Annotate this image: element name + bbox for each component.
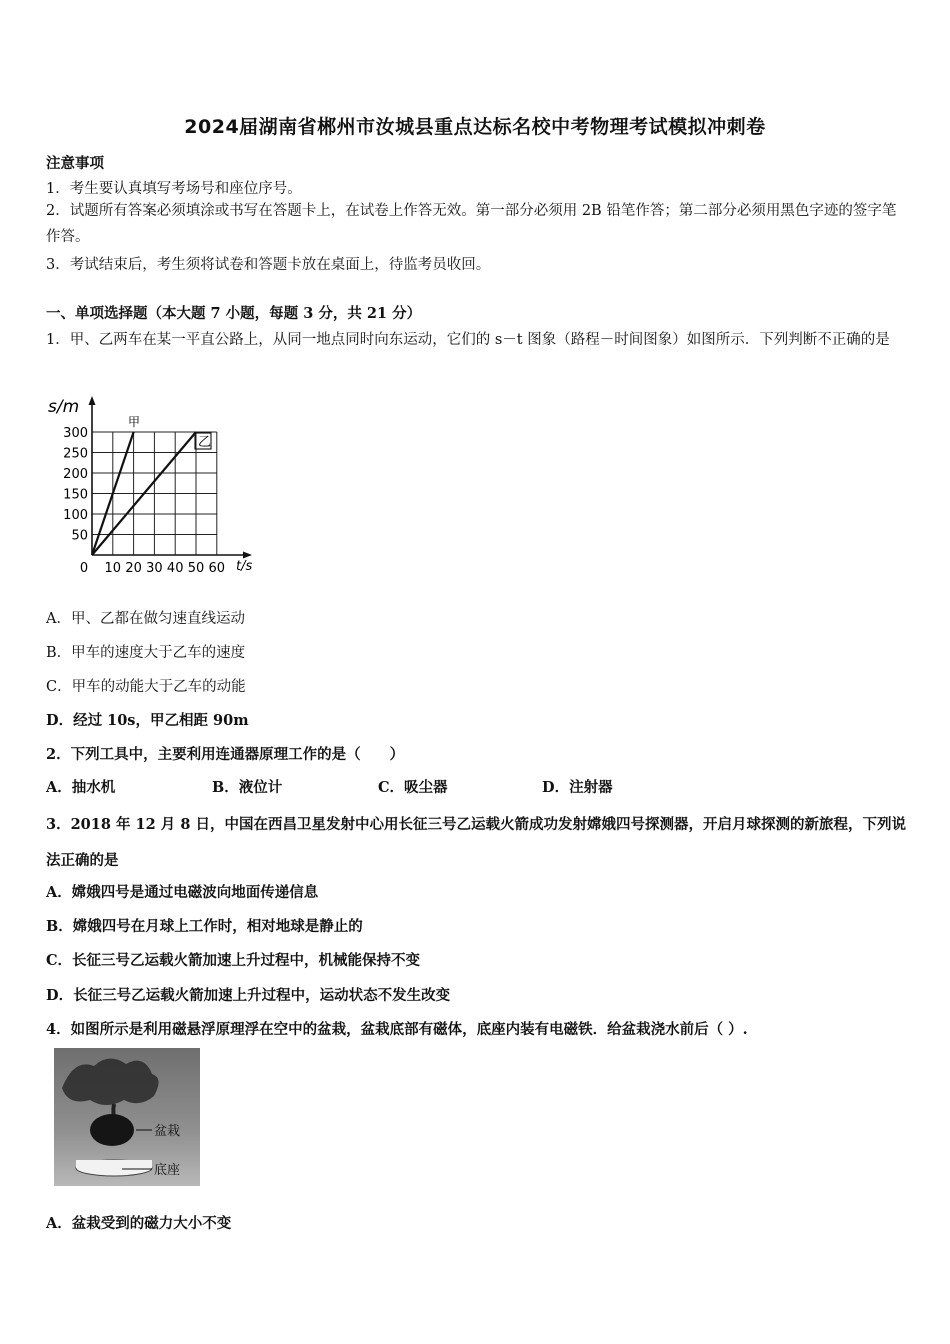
notice-item-3: 3．考试结束后，考生须将试卷和答题卡放在桌面上，待监考员收回。 — [46, 257, 491, 273]
exam-title: 2024届湖南省郴州市汝城县重点达标名校中考物理考试模拟冲刺卷 — [184, 116, 766, 138]
series-label-jia: 甲 — [128, 415, 141, 429]
q2-option-b: B．液位计 — [212, 779, 283, 796]
q1-option-c: C．甲车的动能大于乙车的动能 — [46, 679, 246, 695]
series-label-yi: 乙 — [198, 435, 212, 450]
bonsai-pot — [90, 1114, 134, 1146]
y-tick-250: 250 — [63, 446, 88, 462]
question-4-stem: 4．如图所示是利用磁悬浮原理浮在空中的盆栽，盆栽底部有磁体，底座内装有电磁铁．给盆栽浇水前后（ ）. — [46, 1021, 748, 1038]
x-axis-label: t/s — [236, 559, 253, 574]
notice-item-2: 2．试题所有答案必须填涂或书写在答题卡上，在试卷上作答无效。第一部分必须用 2B 铅笔作答；第二部分必须用黑色字迹的签字笔作答。 — [46, 203, 897, 245]
q3-option-c: C．长征三号乙运载火箭加速上升过程中，机械能保持不变 — [46, 952, 421, 969]
x-tick-40: 40 — [166, 561, 184, 576]
q1-option-d: D．经过 10s，甲乙相距 90m — [46, 712, 249, 729]
q4-option-a: A．盆栽受到的磁力大小不变 — [46, 1215, 232, 1232]
y-axis-label: s/m — [48, 397, 80, 417]
x-tick-20: 20 — [125, 561, 142, 576]
section-heading: 一、单项选择题（本大题 7 小题，每题 3 分，共 21 分） — [46, 305, 422, 322]
y-axis-arrow — [89, 396, 96, 405]
q3-option-d: D．长征三号乙运载火箭加速上升过程中，运动状态不发生改变 — [46, 987, 451, 1004]
y-tick-150: 150 — [63, 487, 88, 503]
notice-heading: 注意事项 — [46, 155, 104, 172]
y-tick-200: 200 — [63, 467, 88, 482]
x-tick-30: 30 — [146, 561, 163, 576]
y-tick-300: 300 — [63, 426, 88, 441]
notice-item-1: 1．考生要认真填写考场号和座位序号。 — [46, 181, 302, 197]
x-tick-0: 0 — [79, 561, 89, 576]
q3-option-b: B．嫦娥四号在月球上工作时，相对地球是静止的 — [46, 918, 363, 935]
question-1-stem: 1．甲、乙两车在某一平直公路上，从同一地点同时向东运动，它们的 s－t 图象（路程－时间图象）如图所示．下列判断不正确的是 — [46, 332, 890, 348]
q2-option-d: D．注射器 — [542, 779, 613, 796]
q2-option-c: C．吸尘器 — [378, 779, 448, 796]
question-2-stem: 2．下列工具中，主要利用连通器原理工作的是（ ） — [46, 746, 405, 763]
q3-option-a: A．嫦娥四号是通过电磁波向地面传递信息 — [46, 884, 319, 901]
x-tick-10: 10 — [104, 561, 122, 576]
x-tick-60: 60 — [208, 561, 226, 576]
q1-option-a: A．甲、乙都在做匀速直线运动 — [46, 611, 245, 627]
bonsai-photo — [54, 1048, 200, 1186]
chart-grid — [92, 432, 217, 555]
q2-option-a: A．抽水机 — [46, 779, 116, 796]
x-axis-arrow — [243, 552, 252, 559]
y-tick-100: 100 — [63, 508, 88, 523]
x-tick-50: 50 — [187, 561, 205, 576]
q1-option-b: B．甲车的速度大于乙车的速度 — [46, 645, 246, 661]
label-base: 底座 — [154, 1163, 181, 1178]
question-3-stem: 3．2018 年 12 月 8 日，中国在西昌卫星发射中心用长征三号乙运载火箭成功发射嫦娥四号探测器，开启月球探测的新旅程，下列说法正确的是 — [46, 816, 906, 869]
y-tick-50: 50 — [71, 528, 88, 544]
st-chart — [40, 390, 270, 580]
label-bonsai: 盆栽 — [154, 1124, 181, 1139]
